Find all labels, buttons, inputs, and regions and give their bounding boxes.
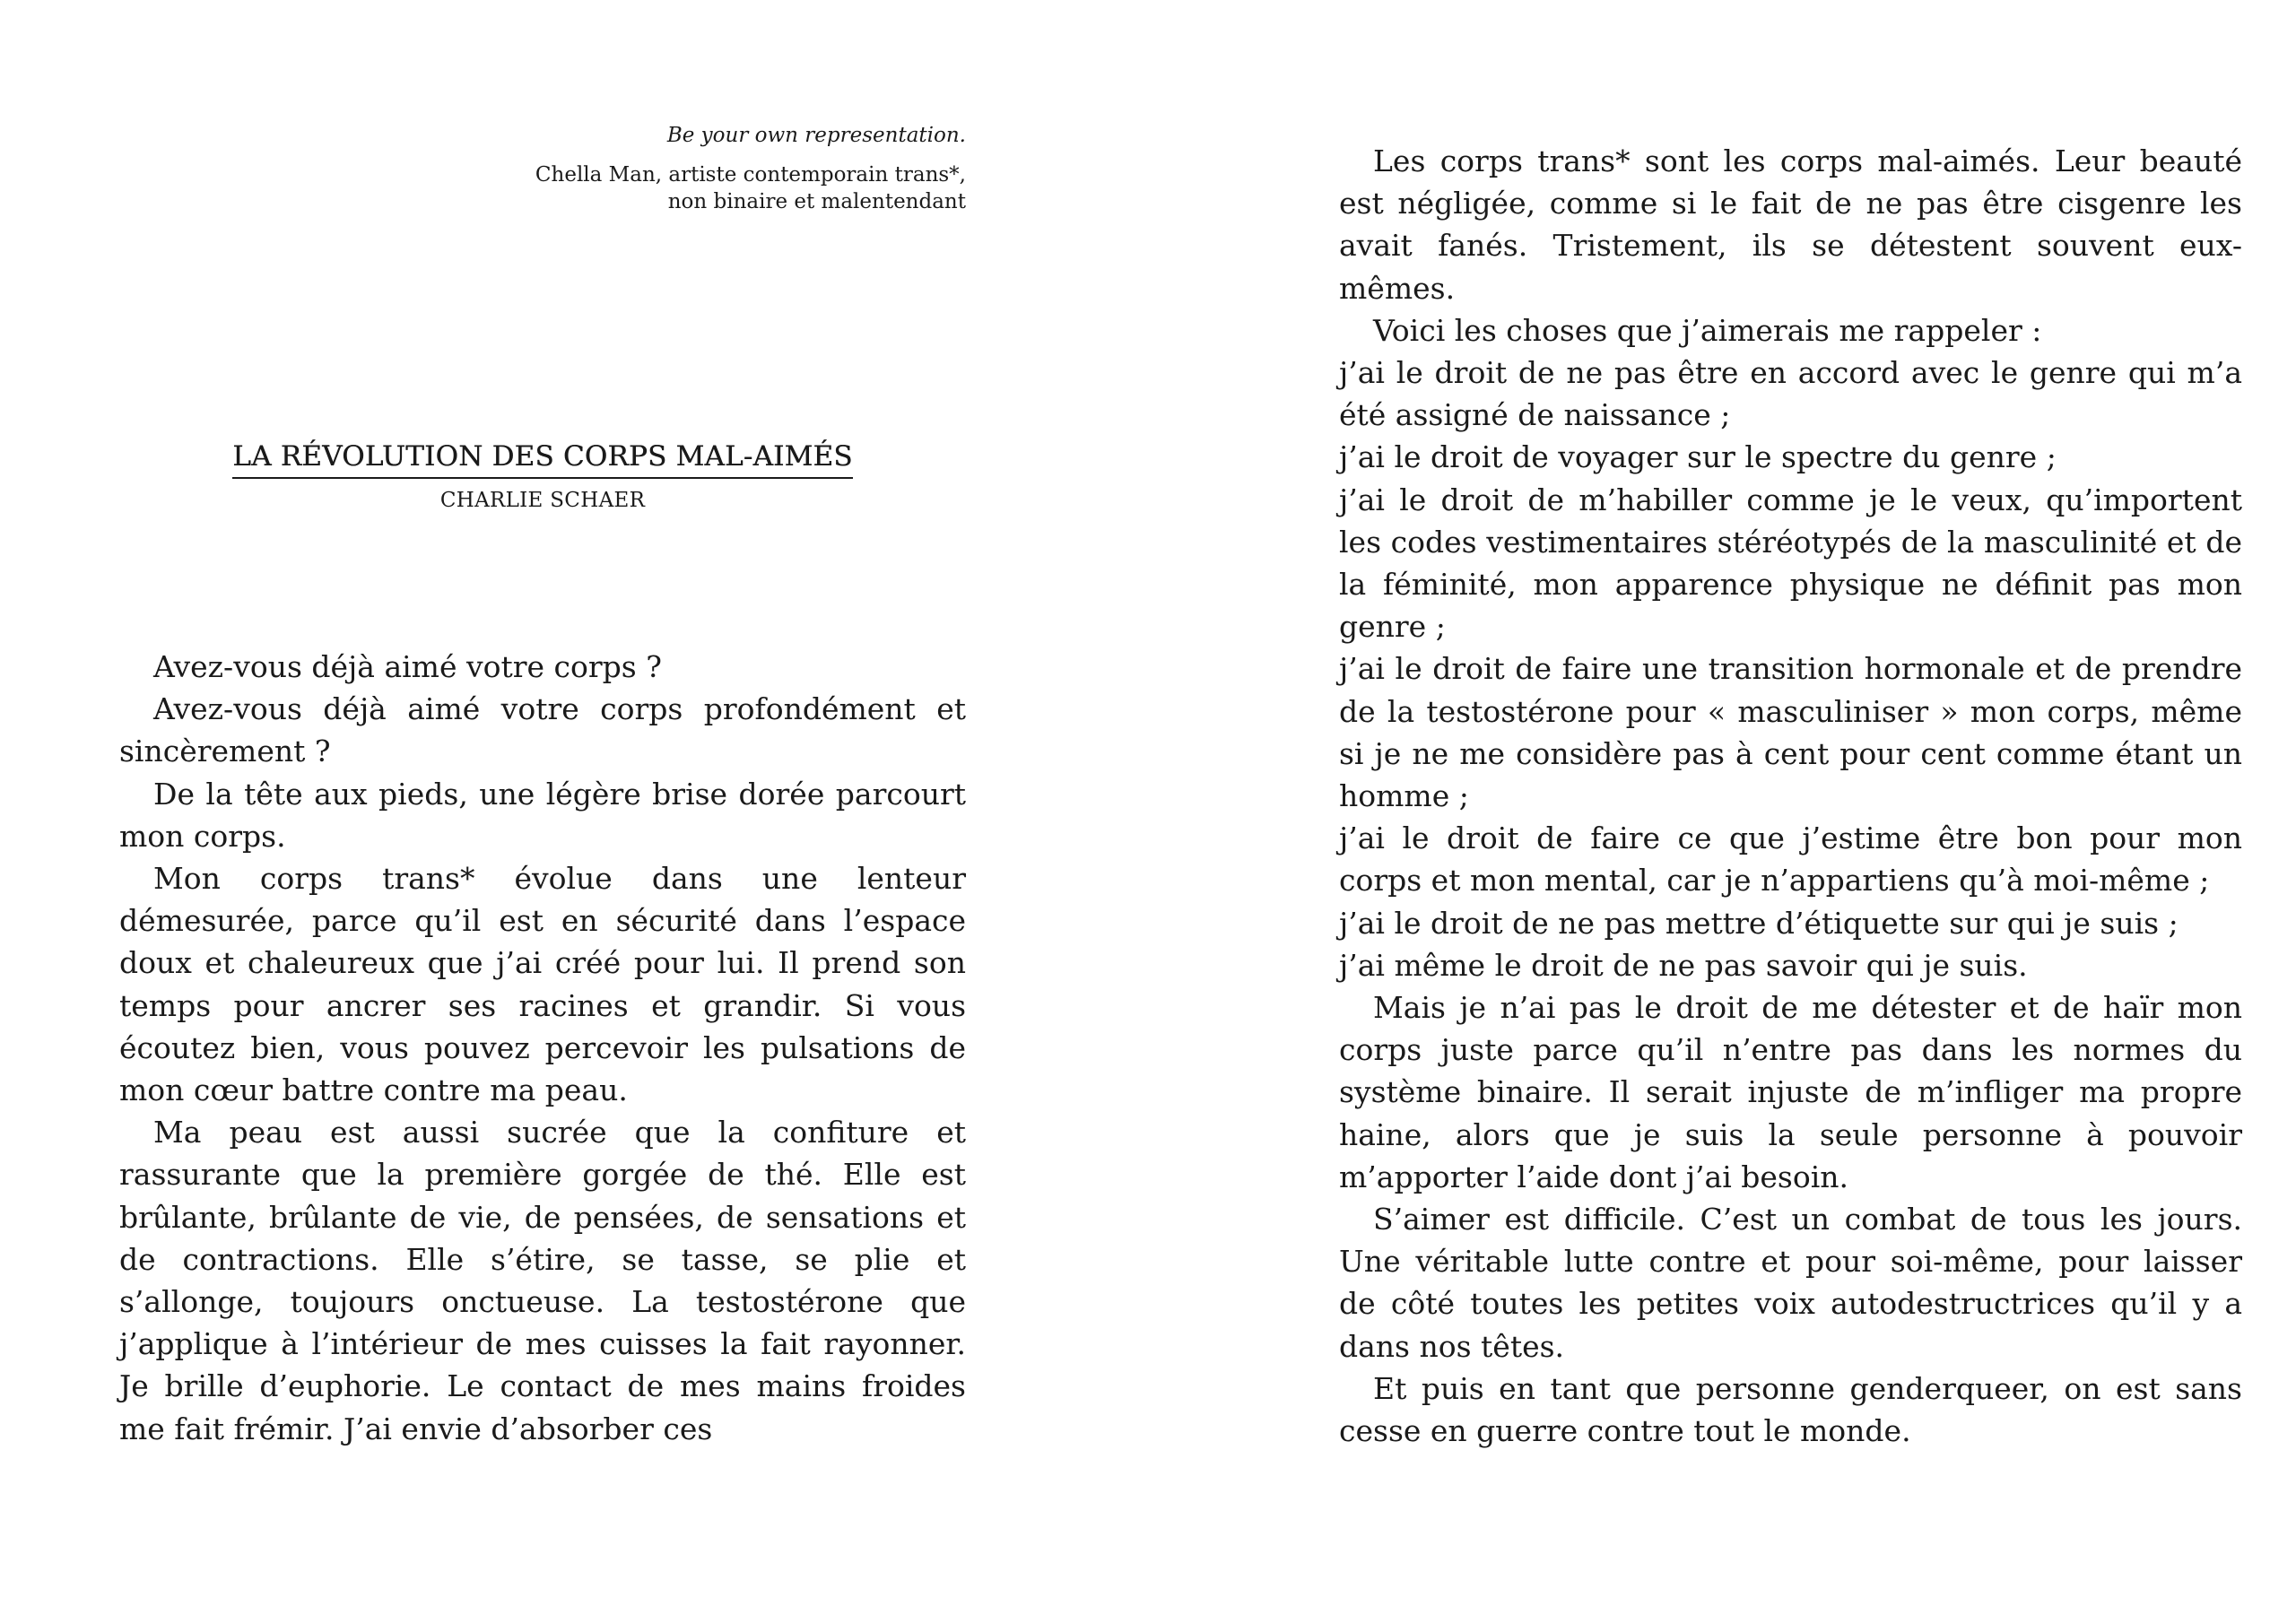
chapter-title: LA RÉVOLUTION DES CORPS MAL-AIMÉS [232, 441, 852, 479]
chapter-author: CHARLIE SCHAER [439, 489, 646, 512]
list-item: j’ai le droit de m’habiller comme je le veux, qu’importent les codes vestimentaires stéréotypés de la masculinité et de la féminité, mon apparence physique ne définit pas mon genre ; [1339, 482, 2242, 645]
right-page [1148, 0, 2296, 1615]
right-body-text [1339, 140, 2242, 1452]
epigraph-quote: Be your own representation. [666, 124, 966, 147]
paragraph: Mais je n’ai pas le droit de me détester et de haïr mon corps juste parce qu’il n’entre pas dans les normes du système binaire. Il serait injuste de m’infliger ma propre haine, alors que je suis la seule personne à pouvoir m’apporter l’aide dont j’ai besoin. [1339, 990, 2242, 1194]
epigraph-author-line-1: Chella Man, artiste contemporain trans*, [535, 163, 966, 187]
paragraph: Avez-vous déjà aimé votre corps profondément et sincèrement ? [119, 691, 966, 769]
epigraph-author [535, 161, 966, 215]
paragraph: De la tête aux pieds, une légère brise dorée parcourt mon corps. [119, 776, 966, 854]
list-item: j’ai le droit de ne pas mettre d’étiquette sur qui je suis ; [1339, 905, 2179, 941]
chapter-heading [222, 441, 863, 513]
list-item: j’ai le droit de ne pas être en accord avec le genre qui m’a été assigné de naissance ; [1339, 355, 2242, 433]
paragraph: Avez-vous déjà aimé votre corps ? [153, 649, 662, 684]
paragraph: Et puis en tant que personne genderqueer, on est sans cesse en guerre contre tout le monde. [1339, 1370, 2242, 1449]
epigraph-author-line-2: non binaire et malentendant [667, 190, 966, 213]
list-item: j’ai le droit de faire ce que j’estime être bon pour mon corps et mon mental, car je n’appartiens qu’à moi-même ; [1339, 821, 2242, 899]
paragraph: Les corps trans* sont les corps mal-aimés. Leur beauté est négligée, comme si le fait de ne pas être cisgenre les avait fanés. Tristement, ils se détestent souvent eux-mêmes. [1339, 143, 2242, 306]
paragraph: Voici les choses que j’aimerais me rappeler : [1373, 312, 2042, 348]
paragraph: S’aimer est difficile. C’est un combat de tous les jours. Une véritable lutte contre et pour soi-même, pour laisser de côté toutes les petites voix autodestructrices qu’il y a dans nos têtes. [1339, 1202, 2242, 1364]
epigraph [535, 122, 966, 215]
paragraph: Mon corps trans* évolue dans une lenteur démesurée, parce qu’il est en sécurité dans l’espace doux et chaleureux que j’ai créé pour lui. Il prend son temps pour ancrer ses racines et grandir. Si vous écoutez bien, vous pouvez percevoir les pulsations de mon cœur battre contre ma peau. [119, 861, 966, 1108]
list-item: j’ai même le droit de ne pas savoir qui je suis. [1339, 947, 2028, 983]
list-item: j’ai le droit de faire une transition hormonale et de prendre de la testostérone pour « masculiniser » mon corps, même si je ne me considère pas à cent pour cent comme étant un homme ; [1339, 651, 2242, 814]
left-body-text [119, 646, 966, 1450]
paragraph: Ma peau est aussi sucrée que la confiture et rassurante que la première gorgée de thé. Elle est brûlante, brûlante de vie, de pensées, de sensations et de contractions. Elle s’étire, se tasse, se plie et s’allonge, toujours onctueuse. La testostérone que j’applique à l’intérieur de mes cuisses la fait rayonner. Je brille d’euphorie. Le contact de mes mains froides me fait frémir. J’ai envie d’absorber ces [119, 1115, 966, 1446]
list-item: j’ai le droit de voyager sur le spectre du genre ; [1339, 439, 2057, 475]
